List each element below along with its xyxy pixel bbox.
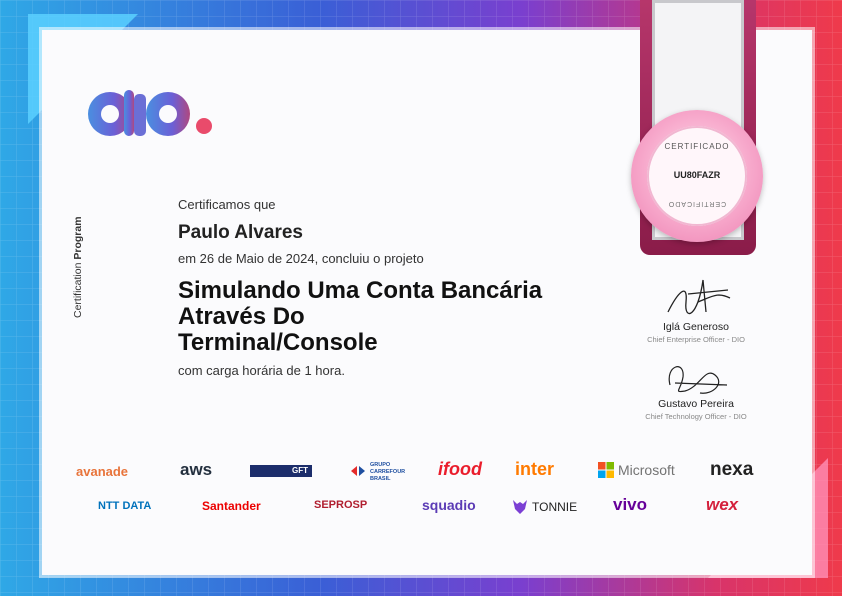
dio-logo — [88, 88, 218, 143]
intro-text: Certificamos que — [178, 197, 276, 212]
side-label-part2: Program — [72, 216, 84, 260]
partner-logo-ifood: ifood — [438, 459, 482, 479]
hours-line: com carga horária de 1 hora. — [178, 363, 345, 378]
project-title-line1: Simulando Uma Conta Bancária — [178, 277, 543, 304]
side-label — [72, 216, 84, 318]
microsoft-icon — [598, 462, 614, 478]
tonnie-icon — [512, 499, 528, 515]
date-line: em 26 de Maio de 2024, concluiu o projeto — [178, 251, 424, 266]
partner-logo-avanade: avanade — [76, 464, 129, 479]
partner-logo-inter: inter — [515, 459, 555, 479]
signature-1-name: Iglá Generoso — [663, 321, 729, 333]
project-title — [178, 278, 618, 356]
partner-logo-carrefour: GRUPO CARREFOUR BRASIL — [370, 462, 406, 482]
side-label-part1: Certification — [72, 262, 84, 318]
partner-logo-gft: GFT — [250, 465, 312, 477]
partner-logo-nexa: nexa — [710, 459, 754, 480]
signature-2-graphic — [655, 355, 735, 400]
seal-top-text: CERTIFICADO — [664, 142, 730, 151]
signature-2-name: Gustavo Pereira — [658, 398, 734, 410]
signature-1-graphic — [658, 272, 738, 324]
seal-bottom-text: CERTIFICADO — [667, 200, 727, 207]
project-title-line2: Através Do — [178, 303, 305, 330]
project-title-line3: Terminal/Console — [178, 329, 378, 356]
seal-inner — [647, 126, 747, 226]
partner-logo-aws: aws — [180, 460, 213, 479]
partner-logo-seprosp: SEPROSP — [314, 499, 368, 511]
signature-1-role: Chief Enterprise Officer - DIO — [647, 335, 745, 344]
partner-logo-microsoft: Microsoft — [618, 462, 675, 478]
partner-logo-tonnie: TONNIE — [532, 500, 578, 514]
partner-logo-squadio: squadio — [422, 497, 476, 513]
carrefour-icon — [350, 465, 366, 477]
partner-logo-vivo: vivo — [613, 495, 648, 514]
partner-logo-nttdata: NTT DATA — [98, 500, 152, 512]
partner-logo-wex: wex — [706, 495, 739, 514]
signature-2-role: Chief Technology Officer - DIO — [645, 412, 747, 421]
certificate-seal — [631, 110, 763, 242]
partner-logo-santander: Santander — [202, 499, 261, 513]
seal-code: UU80FAZR — [673, 170, 721, 180]
recipient-name: Paulo Alvares — [178, 222, 303, 243]
